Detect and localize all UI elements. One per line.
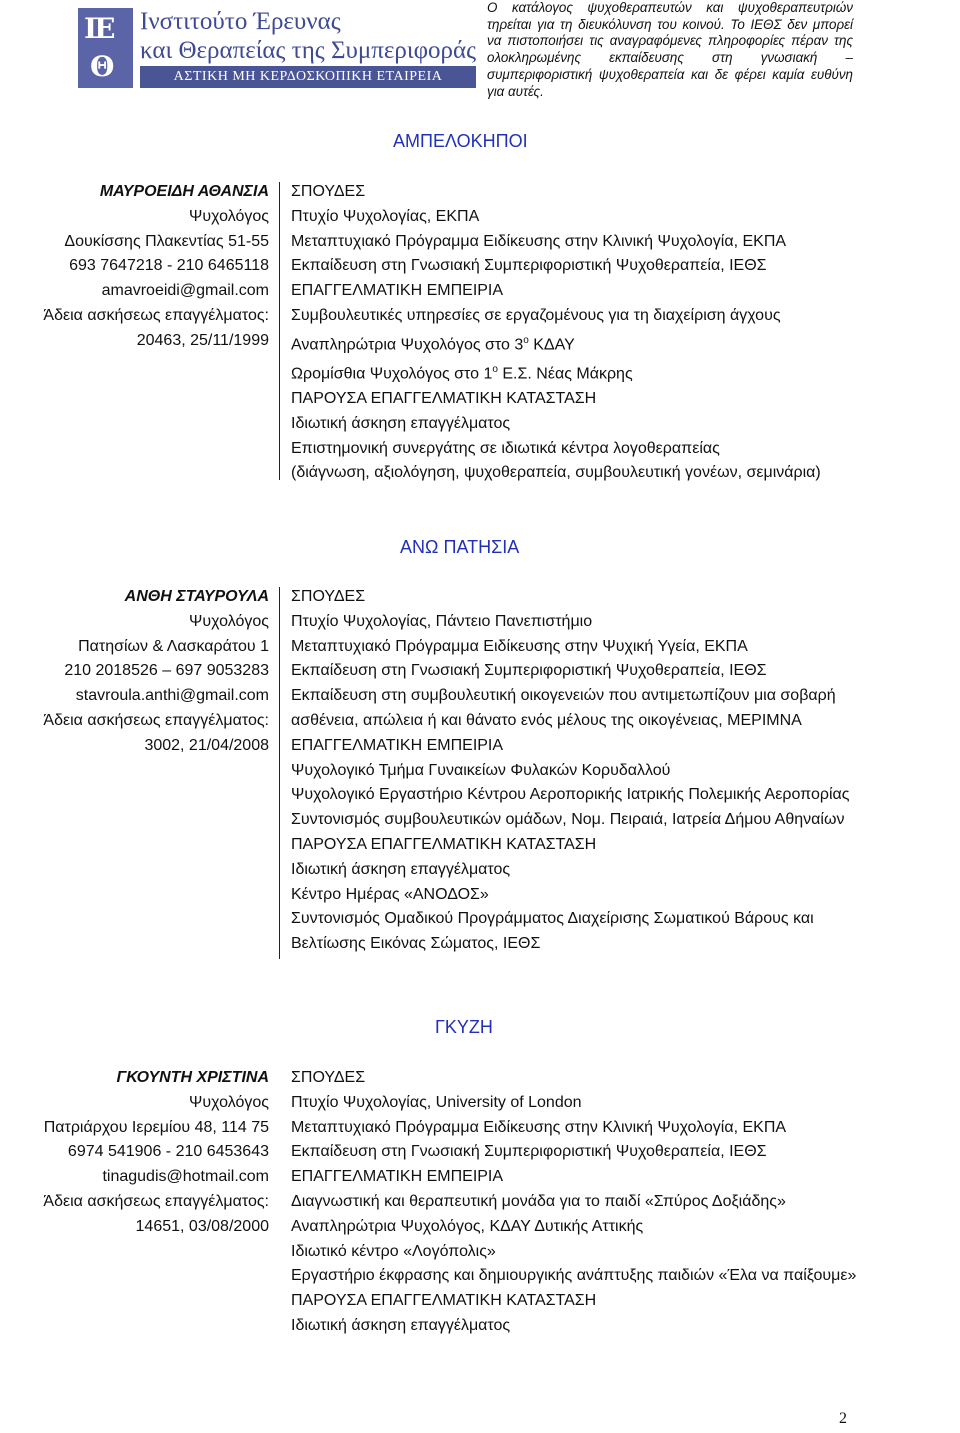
current-item: Βελτίωσης Εικόνας Σώματος, ΙΕΘΣ (291, 935, 541, 953)
therapist-phones: 693 7647218 - 210 6465118 (69, 257, 269, 275)
current-status-heading: ΠΑΡΟΥΣΑ ΕΠΑΓΓΕΛΜΑΤΙΚΗ ΚΑΤΑΣΤΑΣΗ (291, 835, 597, 853)
therapist-phones: 210 2018526 – 697 9053283 (64, 662, 269, 680)
study-item: Μεταπτυχιακό Πρόγραμμα Ειδίκευσης στην Κλινική Ψυχολογία, ΕΚΠΑ (291, 232, 787, 250)
details-block (291, 585, 849, 957)
therapist-name: ΑΝΘΗ ΣΤΑΥΡΟΥΛΑ (124, 588, 269, 605)
current-item: Ιδιωτική άσκηση επαγγέλματος (291, 414, 511, 432)
study-item: Μεταπτυχιακό Πρόγραμμα Ειδίκευσης στην Κλινική Ψυχολογία, ΕΚΠΑ (291, 1118, 787, 1136)
area-heading: ΑΝΩ ΠΑΤΗΣΙΑ (400, 537, 520, 557)
contact-block (43, 1066, 269, 1240)
therapist-title: Ψυχολόγος (189, 207, 269, 225)
contact-block (43, 585, 269, 759)
column-divider (279, 182, 280, 480)
studies-heading: ΣΠΟΥΔΕΣ (291, 588, 366, 605)
therapist-title: Ψυχολόγος (189, 1093, 269, 1111)
study-item: Πτυχίο Ψυχολογίας, Πάντειο Πανεπιστήμιο (291, 612, 593, 630)
study-item: Εκπαίδευση στη Γνωσιακή Συμπεριφοριστική Ψυχοθεραπεία, ΙΕΘΣ (291, 1143, 767, 1161)
logo-title-line1: Ινστιτούτο Έρευνας (140, 8, 341, 35)
logo-emblem: ΙΕ Θ (78, 8, 133, 88)
license-value: 20463, 25/11/1999 (136, 331, 269, 349)
therapist-name: ΓΚΟΥΝΤΗ ΧΡΙΣΤΙΝΑ (116, 1069, 269, 1086)
current-status-heading: ΠΑΡΟΥΣΑ ΕΠΑΓΓΕΛΜΑΤΙΚΗ ΚΑΤΑΣΤΑΣΗ (291, 1292, 597, 1310)
therapist-email: stavroula.anthi@gmail.com (75, 687, 269, 705)
area-heading: ΑΜΠΕΛΟΚΗΠΟΙ (393, 131, 528, 151)
therapist-address: Πατριάρχου Ιερεμίου 48, 114 75 (43, 1118, 269, 1136)
contact-block (43, 180, 269, 354)
study-item: Εκπαίδευση στη Γνωσιακή Συμπεριφοριστική Ψυχοθεραπεία, ΙΕΘΣ (291, 257, 767, 275)
details-block (291, 180, 821, 486)
experience-heading: ΕΠΑΓΓΕΛΜΑΤΙΚΗ ΕΜΠΕΙΡΙΑ (291, 1168, 504, 1186)
experience-item: Εργαστήριο έκφρασης και δημιουργικής ανάπτυξης παιδιών «Έλα να παίξουμε» (291, 1267, 857, 1285)
therapist-name: ΜΑΥΡΟΕΙΔΗ ΑΘΑΝΣΙΑ (99, 183, 269, 200)
study-item: Μεταπτυχιακό Πρόγραμμα Ειδίκευσης στην Ψυχική Υγεία, ΕΚΠΑ (291, 637, 748, 655)
experience-item: Ψυχολογικό Τμήμα Γυναικείων Φυλακών Κορυδαλλού (291, 761, 671, 779)
experience-item: Διαγνωστική και θεραπευτική μονάδα για το παιδί «Σπύρος Δοξιάδης» (291, 1192, 786, 1210)
therapist-title: Ψυχολόγος (189, 612, 269, 630)
license-label: Άδεια ασκήσεως επαγγέλματος: (43, 306, 269, 324)
therapist-email: tinagudis@hotmail.com (102, 1168, 269, 1186)
experience-item: Αναπληρώτρια Ψυχολόγος στο $3^o$ ΚΔΑΥ (291, 334, 575, 354)
experience-item: Ωρομίσθια Ψυχολόγος στο $1^o$ Ε.Σ. Νέας Μάκρης (291, 363, 633, 383)
study-item: Εκπαίδευση στη συμβουλευτική οικογενειών που αντιμετωπίζουν μια σοβαρή (291, 687, 836, 705)
study-item: Πτυχίο Ψυχολογίας, University of London (291, 1093, 582, 1111)
current-item: Ιδιωτική άσκηση επαγγέλματος (291, 860, 511, 878)
area-heading: ΓΚΥΖΗ (435, 1017, 493, 1037)
disclaimer-text: Ο κατάλογος ψυχοθεραπευτών και ψυχοθεραπευτριών τηρείται για τη διευκόλυνση του κοινού. Το ΙΕΘΣ δεν μπορεί να πιστοποιήσει τις αναγραφόμενες πληροφορίες πέραν της ολοκληρωμένης εκπαίδευσης στη γνωσιακή – συμπεριφοριστική ψυχοθεραπεία και δε φέρει καμία ευθύνη για αυτές. (487, 0, 853, 99)
experience-item: Ψυχολογικό Εργαστήριο Κέντρου Αεροπορικής Ιατρικής Πολεμικής Αεροπορίας (291, 786, 850, 804)
therapist-address: Πατησίων & Λασκαράτου 1 (78, 637, 269, 655)
current-item: Επιστημονική συνεργάτης σε ιδιωτικά κέντρα λογοθεραπείας (291, 439, 720, 457)
studies-heading: ΣΠΟΥΔΕΣ (291, 1069, 366, 1086)
license-label: Άδεια ασκήσεως επαγγέλματος: (43, 1192, 269, 1210)
experience-item: Συντονισμός συμβουλευτικών ομάδων, Νομ. Πειραιά, Ιατρεία Δήμου Αθηναίων (291, 811, 845, 829)
current-item: Συντονισμός Ομαδικού Προγράμματος Διαχείρισης Σωματικού Βάρους και (291, 910, 814, 928)
license-value: 14651, 03/08/2000 (135, 1217, 269, 1235)
logo-title-line2: και Θεραπείας της Συμπεριφοράς (140, 37, 476, 64)
study-item: ασθένεια, απώλεια ή και θάνατο ενός μέλους της οικογένειας, ΜΕΡΙΜΝΑ (291, 711, 802, 729)
study-item: Πτυχίο Ψυχολογίας, ΕΚΠΑ (291, 207, 480, 225)
page-number: 2 (839, 1410, 847, 1427)
experience-heading: ΕΠΑΓΓΕΛΜΑΤΙΚΗ ΕΜΠΕΙΡΙΑ (291, 736, 504, 754)
experience-heading: ΕΠΑΓΓΕΛΜΑΤΙΚΗ ΕΜΠΕΙΡΙΑ (291, 282, 504, 300)
experience-item: Συμβουλευτικές υπηρεσίες σε εργαζομένους για τη διαχείριση άγχους (291, 306, 781, 324)
current-status-heading: ΠΑΡΟΥΣΑ ΕΠΑΓΓΕΛΜΑΤΙΚΗ ΚΑΤΑΣΤΑΣΗ (291, 390, 597, 408)
details-block (291, 1066, 856, 1339)
studies-heading: ΣΠΟΥΔΕΣ (291, 183, 366, 200)
study-item: Εκπαίδευση στη Γνωσιακή Συμπεριφοριστική Ψυχοθεραπεία, ΙΕΘΣ (291, 662, 767, 680)
current-item: Κέντρο Ημέρας «ΑΝΟΔΟΣ» (291, 885, 489, 903)
logo-subtitle-band: ΑΣΤΙΚΗ ΜΗ ΚΕΡΔΟΣΚΟΠΙΚΗ ΕΤΑΙΡΕΙΑ (140, 66, 476, 88)
experience-item: Ιδιωτικό κέντρο «Λογόπολις» (291, 1242, 496, 1260)
institute-logo (78, 6, 476, 88)
license-value: 3002, 21/04/2008 (144, 736, 269, 754)
current-item: (διάγνωση, αξιολόγηση, ψυχοθεραπεία, συμβουλευτική γονέων, σεμινάρια) (291, 464, 821, 482)
license-label: Άδεια ασκήσεως επαγγέλματος: (43, 711, 269, 729)
therapist-phones: 6974 541906 - 210 6453643 (67, 1143, 269, 1161)
therapist-email: amavroeidi@gmail.com (101, 282, 269, 300)
column-divider (279, 587, 280, 959)
experience-item: Αναπληρώτρια Ψυχολόγος, ΚΔΑΥ Δυτικής Αττικής (291, 1217, 644, 1235)
therapist-address: Δουκίσσης Πλακεντίας 51-55 (64, 232, 269, 250)
current-item: Ιδιωτική άσκηση επαγγέλματος (291, 1316, 511, 1334)
